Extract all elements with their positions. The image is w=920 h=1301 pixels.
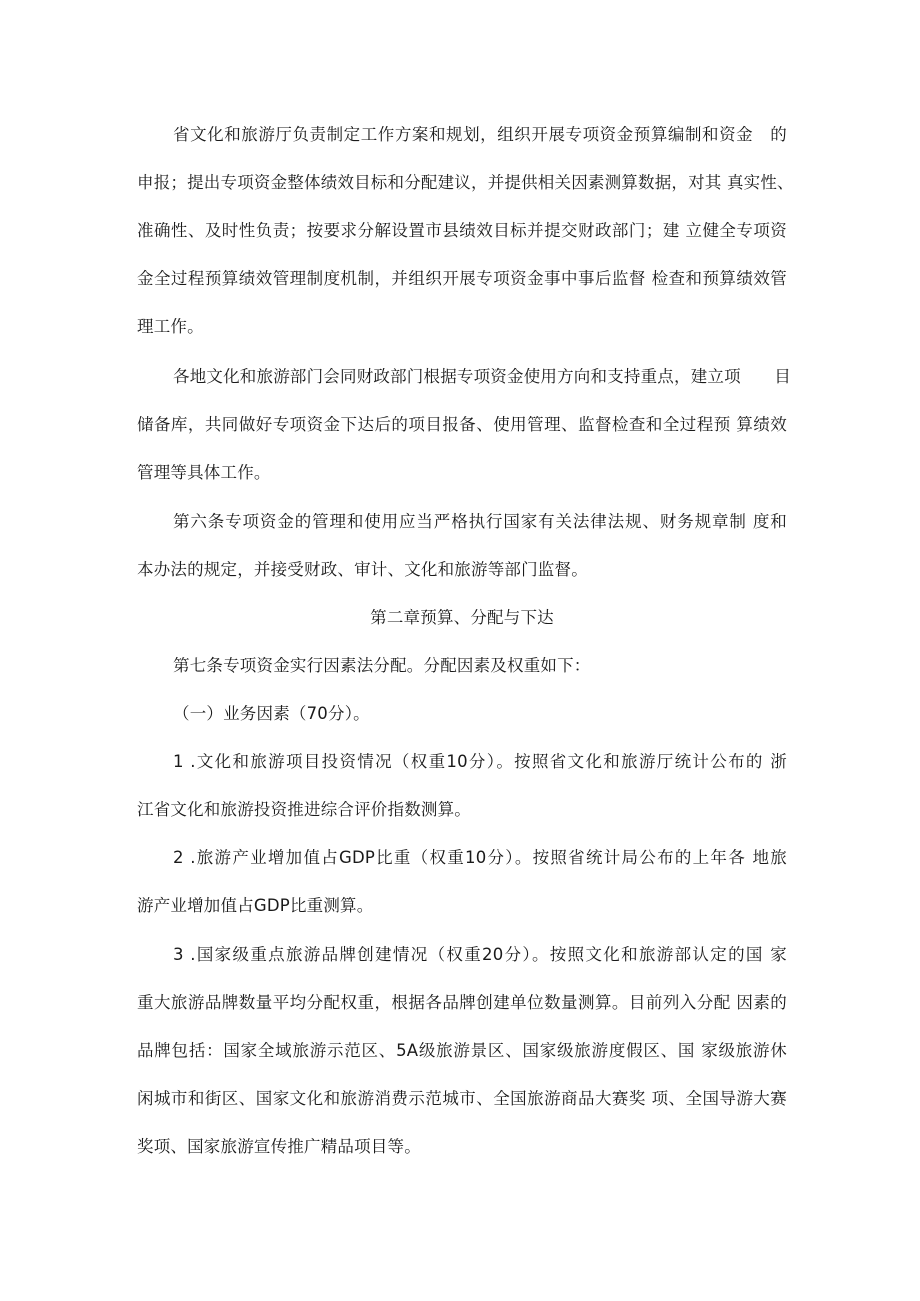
text-line: 省文化和旅游厅负责制定工作方案和规划，组织开展专项资金预算编制和资金 的	[173, 125, 787, 144]
paragraph-local-duties	[137, 353, 791, 497]
text-line: 第七条专项资金实行因素法分配。分配因素及权重如下：	[173, 656, 591, 675]
text-line: 各地文化和旅游部门会同财政部门根据专项资金使用方向和支持重点，建立项 目	[173, 367, 791, 386]
list-item-investment	[137, 738, 787, 834]
text-line: 管理等具体工作。	[137, 463, 271, 482]
factor-heading	[137, 690, 787, 738]
paragraph-article-7	[137, 642, 787, 690]
list-item-national-brands	[137, 931, 787, 1171]
text-line: 准确性、及时性负责；按要求分解设置市县绩效目标并提交财政部门；建 立健全专项资	[137, 221, 787, 240]
text-line: 江省文化和旅游投资推进综合评价指数测算。	[137, 800, 471, 819]
text-line: 重大旅游品牌数量平均分配权重，根据各品牌创建单位数量测算。目前列入分配 因素的	[137, 993, 787, 1012]
text-line: 奖项、国家旅游宣传推广精品项目等。	[137, 1137, 421, 1156]
chapter-heading: 第二章预算、分配与下达	[370, 608, 554, 627]
paragraph-province-duties	[137, 111, 794, 351]
text-line: （一）业务因素（70分）。	[173, 704, 370, 723]
text-line: 品牌包括：国家全域旅游示范区、5A级旅游景区、国家级旅游度假区、国 家级旅游休	[137, 1041, 787, 1060]
text-line: 2 .旅游产业增加值占GDP比重（权重10分）。按照省统计局公布的上年各 地旅	[173, 848, 787, 867]
text-line: 理工作。	[137, 317, 204, 336]
text-line: 第六条专项资金的管理和使用应当严格执行国家有关法律法规、财务规章制 度和	[173, 512, 787, 531]
text-line: 3 .国家级重点旅游品牌创建情况（权重20分）。按照文化和旅游部认定的国 家	[173, 945, 787, 964]
text-line: 申报；提出专项资金整体绩效目标和分配建议，并提供相关因素测算数据，对其 真实性、	[137, 173, 794, 192]
text-line: 金全过程预算绩效管理制度机制，并组织开展专项资金事中事后监督 检查和预算绩效管	[137, 269, 787, 288]
text-line: 1 .文化和旅游项目投资情况（权重10分）。按照省文化和旅游厅统计公布的 浙	[173, 752, 787, 771]
text-line: 闲城市和街区、国家文化和旅游消费示范城市、全国旅游商品大赛奖 项、全国导游大赛	[137, 1089, 787, 1108]
text-line: 储备库，共同做好专项资金下达后的项目报备、使用管理、监督检查和全过程预 算绩效	[137, 415, 787, 434]
text-line: 游产业增加值占GDP比重测算。	[137, 896, 374, 915]
text-line: 本办法的规定，并接受财政、审计、文化和旅游等部门监督。	[137, 560, 588, 579]
list-item-gdp-ratio	[137, 834, 787, 930]
paragraph-article-6	[137, 498, 787, 594]
